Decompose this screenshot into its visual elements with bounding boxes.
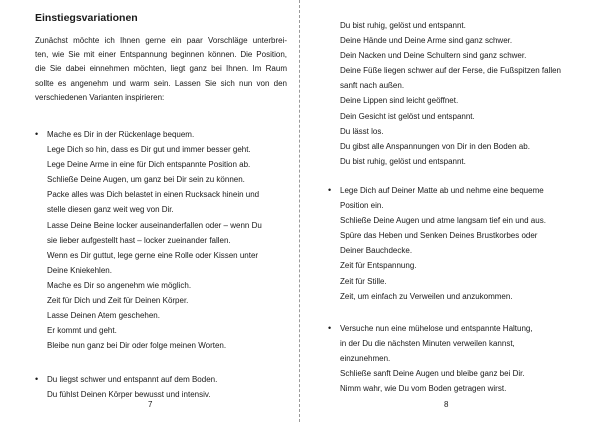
intro-line: die Sie dabei einnehmen möchten, liegt ganz bei Ihnen. Im Raum xyxy=(35,64,287,74)
list-item: Schließe Deine Augen und atme langsam tief ein und aus. xyxy=(340,216,546,226)
list-item: einzunehmen. xyxy=(340,354,391,364)
list-item: Du fühlst Deinen Körper bewusst und intensiv. xyxy=(47,390,211,400)
list-item: Deine Füße liegen schwer auf der Ferse, die Fußspitzen fallen xyxy=(340,66,561,76)
bullet-icon: • xyxy=(328,323,332,333)
list-item: in der Du die nächsten Minuten verweilen kannst, xyxy=(340,339,515,349)
section-heading: Einstiegsvariationen xyxy=(35,12,138,24)
list-item: Packe alles was Dich belastet in einen Rucksack hinein und xyxy=(47,190,260,200)
list-item: Du gibst alle Anspannungen von Dir in den Boden ab. xyxy=(340,141,530,151)
page-number: 8 xyxy=(444,400,449,409)
list-item: Deine Lippen sind leicht geöffnet. xyxy=(340,96,459,106)
list-item: Er kommt und geht. xyxy=(47,326,117,336)
list-item: Deine Hände und Deine Arme sind ganz schwer. xyxy=(340,36,513,46)
list-item: Deiner Bauchdecke. xyxy=(340,246,413,256)
left-page xyxy=(0,0,296,422)
bullet-icon: • xyxy=(35,129,39,139)
list-item: • Lege Dich auf Deiner Matte ab und nehme eine bequeme xyxy=(340,183,546,198)
list-item: Deine Kniekehlen. xyxy=(47,265,112,275)
bullet-icon: • xyxy=(328,185,332,195)
list-item: Wenn es Dir guttut, lege gerne eine Rolle oder Kissen unter xyxy=(47,250,259,260)
list-item: • Mache es Dir in der Rückenlage bequem. xyxy=(47,127,262,142)
variation-block-2-cont xyxy=(340,18,561,169)
list-item: Du bist ruhig, gelöst und entspannt. xyxy=(340,156,466,166)
list-item: Lege Deine Arme in eine für Dich entspannte Position ab. xyxy=(47,160,251,170)
list-item: Schließe Deine Augen, um ganz bei Dir sein zu können. xyxy=(47,175,245,185)
bullet-icon: • xyxy=(35,374,39,384)
list-item: Du lässt los. xyxy=(340,126,384,136)
intro-line: Zunächst möchte ich Ihnen gerne ein paar Vorschläge unterbrei- xyxy=(35,36,287,45)
list-item: Schließe sanft Deine Augen und bleibe ganz bei Dir. xyxy=(340,369,525,379)
list-item: Zeit für Dich und Zeit für Deinen Körper. xyxy=(47,296,189,306)
intro-line: sollte es angenehm und warm sein. Lassen Sie sich nun von den xyxy=(35,78,287,88)
list-item: Dein Nacken und Deine Schultern sind ganz schwer. xyxy=(340,51,527,61)
list-item: • Du liegst schwer und entspannt auf dem Boden. xyxy=(47,372,217,387)
list-item: Position ein. xyxy=(340,201,384,211)
list-item: Bleibe nun ganz bei Dir oder folge meinen Worten. xyxy=(47,341,227,351)
list-item: Zeit für Stille. xyxy=(340,276,387,286)
list-item: Dein Gesicht ist gelöst und entspannt. xyxy=(340,111,475,121)
list-item: Spüre das Heben und Senken Deines Brustkorbes oder xyxy=(340,231,538,241)
list-item: stelle diesen ganz weit weg von Dir. xyxy=(47,205,174,215)
list-item: Lege Dich so hin, dass es Dir gut und immer besser geht. xyxy=(47,145,251,155)
list-item: Zeit, um einfach zu Verweilen und anzukommen. xyxy=(340,291,513,301)
list-item: Du bist ruhig, gelöst und entspannt. xyxy=(340,21,466,30)
variation-block-3 xyxy=(328,183,546,304)
list-item: Nimm wahr, wie Du vom Boden getragen wirst. xyxy=(340,384,507,394)
list-item: Lasse Deinen Atem geschehen. xyxy=(47,311,160,321)
page-number: 7 xyxy=(148,400,153,409)
list-item: Zeit für Entspannung. xyxy=(340,261,417,271)
list-item: Lasse Deine Beine locker auseinanderfallen oder – wenn Du xyxy=(47,220,262,230)
list-item: sie lieber aufgestellt hast – locker zueinander fallen. xyxy=(47,235,231,245)
page-divider xyxy=(299,0,300,422)
intro-line: verschiedenen Varianten inspirieren: xyxy=(35,92,165,102)
intro-paragraph xyxy=(35,34,287,105)
list-item: sanft nach außen. xyxy=(340,81,405,91)
variation-block-1 xyxy=(35,127,262,353)
right-page xyxy=(302,0,600,422)
variation-block-4 xyxy=(328,321,533,396)
list-item: Mache es Dir so angenehm wie möglich. xyxy=(47,280,192,290)
variation-block-2 xyxy=(35,372,218,402)
list-item: • Versuche nun eine mühelose und entspannte Haltung, xyxy=(340,321,533,336)
intro-line: ten, wie Sie mit einer Entspannung beginnen können. Die Position, xyxy=(35,50,287,60)
